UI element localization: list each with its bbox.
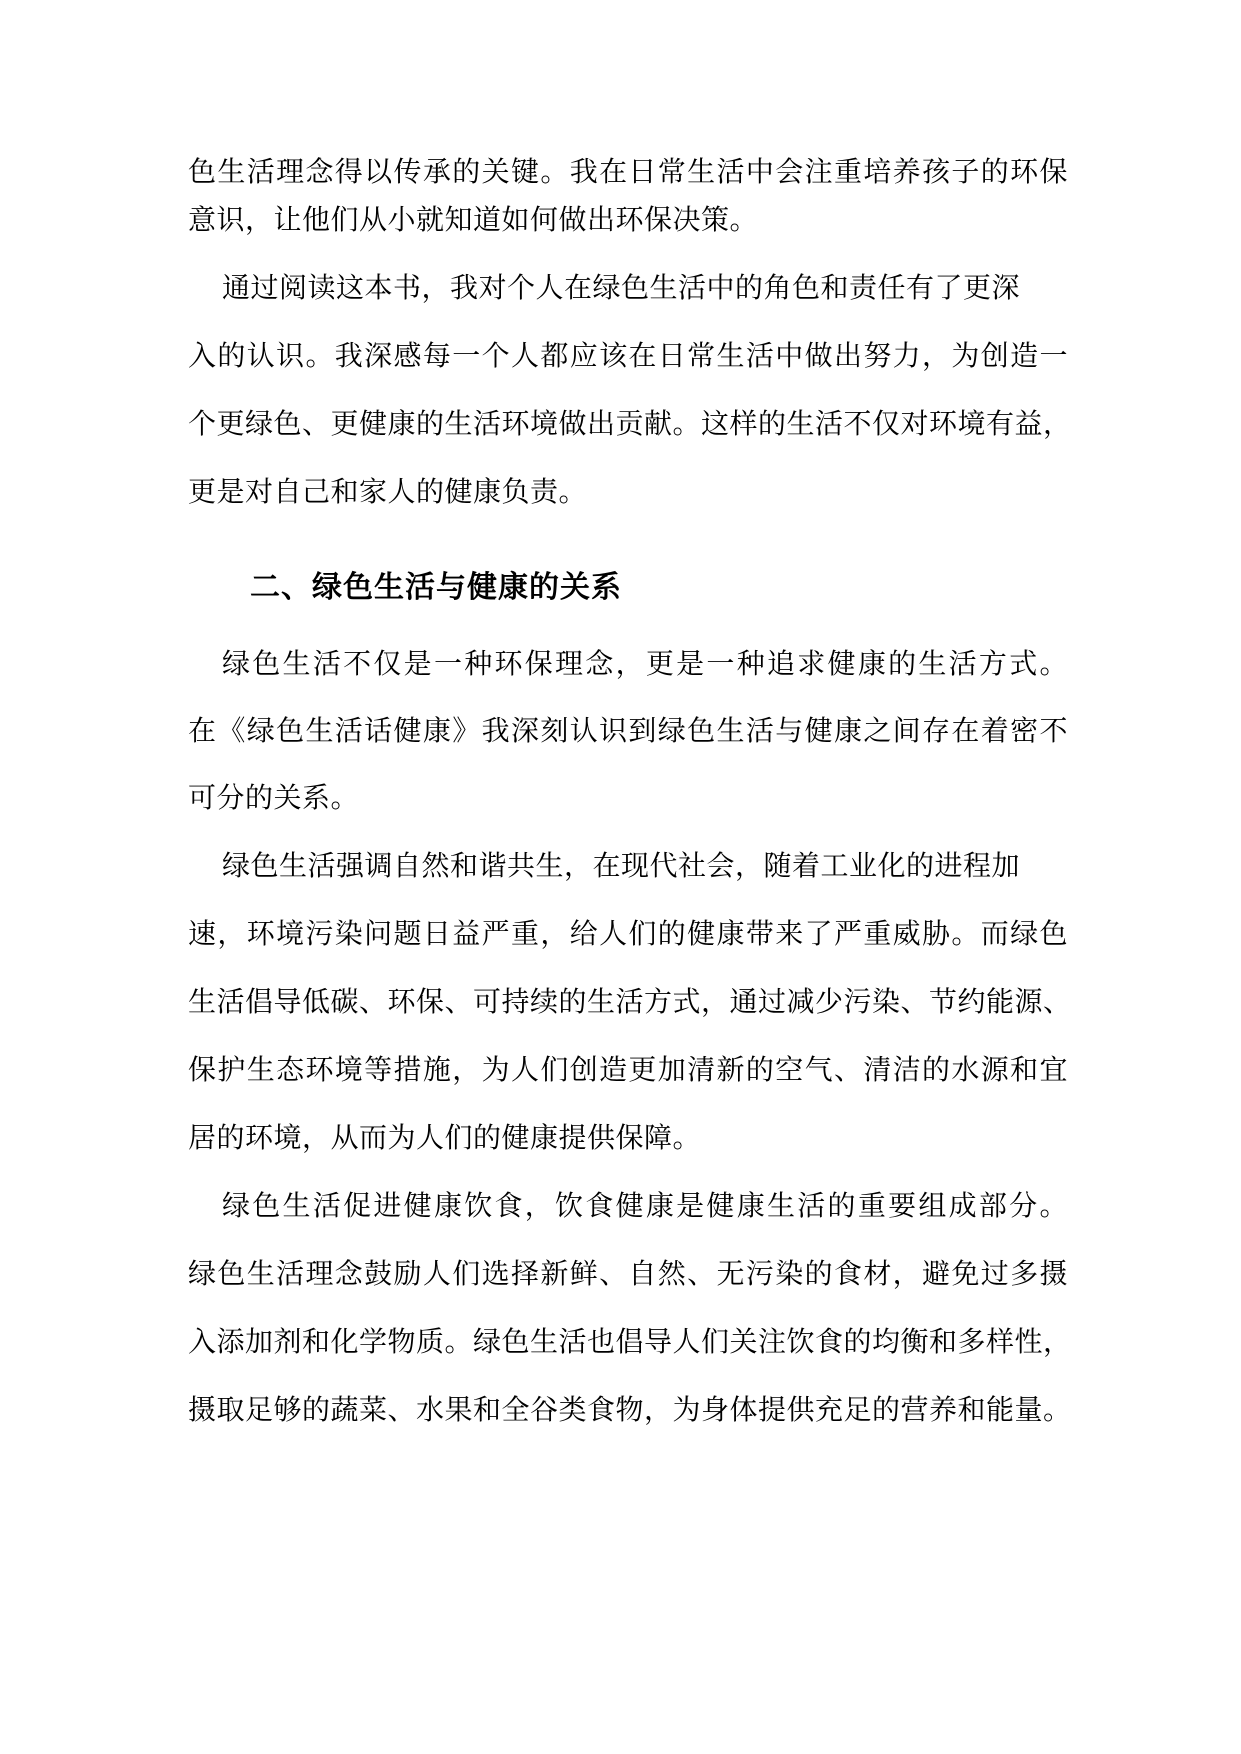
text-line: 绿色生活强调自然和谐共生，在现代社会，随着工业化的进程加: [222, 849, 1021, 882]
text-line: 色生活理念得以传承的关键。我在日常生活中会注重培养孩子的环保: [188, 155, 1068, 188]
text-line: 生活倡导低碳、环保、可持续的生活方式，通过减少污染、节约能源、: [188, 985, 1072, 1018]
text-line: 入的认识。我深感每一个人都应该在日常生活中做出努力，为创造一: [188, 339, 1068, 372]
text-line: 绿色生活促进健康饮食，饮食健康是健康生活的重要组成部分。: [222, 1189, 1068, 1222]
text-line: 更是对自己和家人的健康负责。: [188, 475, 588, 508]
text-line: 摄取足够的蔬菜、水果和全谷类食物，为身体提供充足的营养和能量。: [188, 1393, 1072, 1426]
text-line: 居的环境，从而为人们的健康提供保障。: [188, 1121, 702, 1154]
text-line: 意识，让他们从小就知道如何做出环保决策。: [188, 203, 759, 236]
text-line: 保护生态环境等措施，为人们创造更加清新的空气、清洁的水源和宜: [188, 1053, 1068, 1086]
text-line: 在《绿色生活话健康》我深刻认识到绿色生活与健康之间存在着密不: [188, 714, 1068, 747]
text-line: 速，环境污染问题日益严重，给人们的健康带来了严重威胁。而绿色: [188, 917, 1068, 950]
section-heading: 二、绿色生活与健康的关系: [250, 570, 622, 605]
text-line: 个更绿色、更健康的生活环境做出贡献。这样的生活不仅对环境有益，: [188, 407, 1072, 440]
text-line: 绿色生活不仅是一种环保理念，更是一种追求健康的生活方式。: [222, 647, 1068, 680]
text-line: 入添加剂和化学物质。绿色生活也倡导人们关注饮食的均衡和多样性，: [188, 1325, 1072, 1358]
text-line: 可分的关系。: [188, 781, 360, 814]
text-line: 绿色生活理念鼓励人们选择新鲜、自然、无污染的食材，避免过多摄: [188, 1257, 1068, 1290]
text-line: 通过阅读这本书，我对个人在绿色生活中的角色和责任有了更深: [222, 271, 1021, 304]
